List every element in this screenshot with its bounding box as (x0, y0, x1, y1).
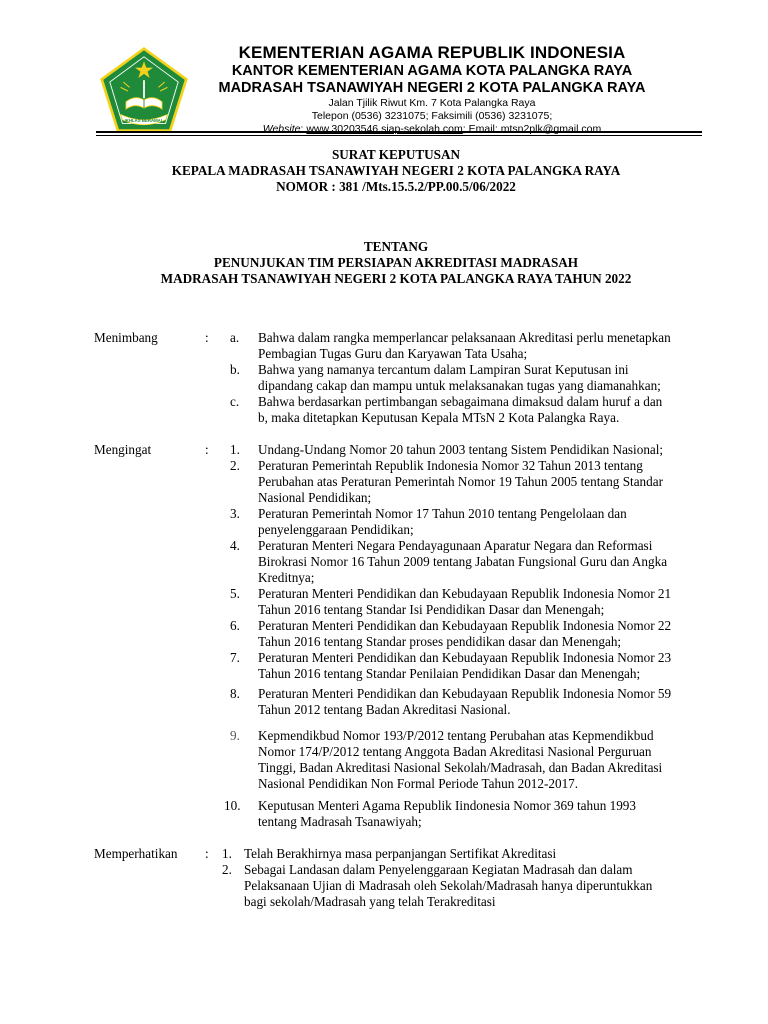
item-line: Pelaksanaan Ujian di Madrasah oleh Sekolah/Madrasah hanya diperuntukkan (244, 878, 653, 893)
item-line: Kepmendikbud Nomor 193/P/2012 tentang Perubahan atas Kepmendikbud (258, 728, 654, 743)
item-line: Tahun 2012 tentang Badan Akreditasi Nasional. (258, 702, 511, 717)
item-line: Telah Berakhirnya masa perpanjangan Sertifikat Akreditasi (244, 846, 557, 861)
website-link[interactable]: www.30203546.siap-sekolah.com (306, 123, 463, 135)
item-marker: 1. (222, 846, 232, 861)
item-marker: 2. (230, 458, 240, 473)
item-line: Bahwa dalam rangka memperlancar pelaksanaan Akreditasi perlu menetapkan (258, 330, 671, 345)
item-line: Peraturan Menteri Pendidikan dan Kebudayaan Republik Indonesia Nomor 22 (258, 618, 672, 633)
item-line: Peraturan Menteri Pendidikan dan Kebudayaan Republik Indonesia Nomor 23 (258, 650, 672, 665)
email-text: ; Email: mtsn2plk@gmail.com (462, 123, 602, 135)
item-marker: c. (230, 394, 240, 409)
logo-ribbon-text: IKHLAS BERAMAL (124, 118, 164, 124)
item-marker: 7. (230, 650, 240, 665)
item-line: Nasional Pendidikan; (258, 490, 372, 505)
section-label: Mengingat (94, 442, 152, 457)
section-label: Memperhatikan (94, 846, 178, 861)
item-marker: 6. (230, 618, 240, 633)
decree-title: SURAT KEPUTUSAN (331, 147, 461, 162)
letterhead-rule-thin (96, 135, 702, 136)
item-line: dipandang cakap dan mampu untuk melaksanakan tugas yang diamanahkan; (258, 378, 661, 393)
school-phone: Telepon (0536) 3231075; Faksimili (0536) 3231075; (311, 110, 553, 122)
item-marker: 4. (230, 538, 240, 553)
letterhead-rule-thick (96, 131, 702, 133)
item-marker: 1. (230, 442, 240, 457)
school-name: MADRASAH TSANAWIYAH NEGERI 2 KOTA PALANGKA RAYA (218, 80, 646, 96)
item-line: Nomor 174/P/2012 tentang Anggota Badan Akreditasi Nasional Perguruan (258, 744, 652, 759)
item-marker: 10. (224, 798, 241, 813)
item-line: b, maka ditetapkan Keputusan Kepala MTsN 2 Kota Palangka Raya. (258, 410, 620, 425)
item-line: Peraturan Menteri Pendidikan dan Kebudayaan Republik Indonesia Nomor 21 (258, 586, 672, 601)
section-label: Menimbang (94, 330, 158, 345)
item-line: penyelenggaraan Pendidikan; (258, 522, 414, 537)
item-line: Peraturan Menteri Pendidikan dan Kebudayaan Republik Indonesia Nomor 59 (258, 686, 672, 701)
item-line: Bahwa berdasarkan pertimbangan sebagaimana dimaksud dalam huruf a dan (258, 394, 663, 409)
school-contact: Website: www.30203546.siap-sekolah.com; Email: mtsn2plk@gmail.com (262, 123, 602, 135)
item-line: Kreditnya; (258, 570, 315, 585)
item-marker: 2. (222, 862, 232, 877)
ministry-name: KEMENTERIAN AGAMA REPUBLIK INDONESIA (238, 43, 626, 62)
item-line: Keputusan Menteri Agama Republik Iindonesia Nomor 369 tahun 1993 (258, 798, 636, 813)
section-colon: : (205, 330, 209, 345)
school-address: Jalan Tjilik Riwut Km. 7 Kota Palangka Raya (328, 97, 536, 109)
subject-line-1: PENUNJUKAN TIM PERSIAPAN AKREDITASI MADRASAH (213, 255, 579, 270)
subject-heading: TENTANG (363, 239, 429, 254)
decree-header (90, 147, 702, 195)
item-marker: 9. (230, 728, 240, 743)
letterhead-text (192, 42, 672, 136)
item-line: Tahun 2016 tentang Standar proses pendidikan dasar dan Menengah; (258, 634, 622, 649)
decree-number: NOMOR : 381 /Mts.15.5.2/PP.00.5/06/2022 (276, 179, 516, 194)
decree-issuer: KEPALA MADRASAH TSANAWIYAH NEGERI 2 KOTA PALANGKA RAYA (171, 163, 621, 178)
item-line: Sebagai Landasan dalam Penyelenggaraan Kegiatan Madrasah dan dalam (244, 862, 633, 877)
section-colon: : (205, 846, 209, 861)
item-marker: b. (230, 362, 240, 377)
item-line: Tahun 2016 tentang Standar Isi Pendidikan Dasar dan Menengah; (258, 602, 605, 617)
subject-line-2: MADRASAH TSANAWIYAH NEGERI 2 KOTA PALANGKA RAYA TAHUN 2022 (160, 271, 632, 286)
item-line: Peraturan Pemerintah Republik Indonesia Nomor 32 Tahun 2013 tentang (258, 458, 643, 473)
item-marker: a. (230, 330, 240, 345)
item-marker: 3. (230, 506, 240, 521)
kemenag-logo (98, 46, 190, 136)
office-name: KANTOR KEMENTERIAN AGAMA KOTA PALANGKA RAYA (231, 63, 633, 79)
item-line: Perubahan atas Peraturan Pemerintah Nomor 19 Tahun 2005 tentang Standar (258, 474, 663, 489)
item-line: tentang Madrasah Tsanawiyah; (258, 814, 422, 829)
item-line: Pembagian Tugas Guru dan Karyawan Tata Usaha; (258, 346, 528, 361)
item-line: Birokrasi Nomor 16 Tahun 2009 tentang Jabatan Fungsional Guru dan Angka (258, 554, 668, 569)
website-label: Website (262, 123, 301, 135)
section-colon: : (205, 442, 209, 457)
item-line: Peraturan Menteri Negara Pendayagunaan Aparatur Negara dan Reformasi (258, 538, 653, 553)
item-marker: 5. (230, 586, 240, 601)
item-line: Tahun 2016 tentang Standar Penilaian Pendidikan Dasar dan Menengah; (258, 666, 641, 681)
item-line: Peraturan Pemerintah Nomor 17 Tahun 2010 tentang Pengelolaan dan (258, 506, 627, 521)
item-marker: 8. (230, 686, 240, 701)
item-line: Nasional Pendidikan Non Formal Periode Tahun 2012-2017. (258, 776, 579, 791)
item-line: Undang-Undang Nomor 20 tahun 2003 tentang Sistem Pendidikan Nasional; (258, 442, 664, 457)
item-line: bagi sekolah/Madrasah yang telah Terakreditasi (244, 894, 496, 909)
item-line: Tinggi, Badan Akreditasi Nasional Sekolah/Madrasah, dan Badan Akreditasi (258, 760, 663, 775)
item-line: Bahwa yang namanya tercantum dalam Lampiran Surat Keputusan ini (258, 362, 629, 377)
letterhead (0, 0, 768, 140)
decree-subject (90, 239, 702, 287)
